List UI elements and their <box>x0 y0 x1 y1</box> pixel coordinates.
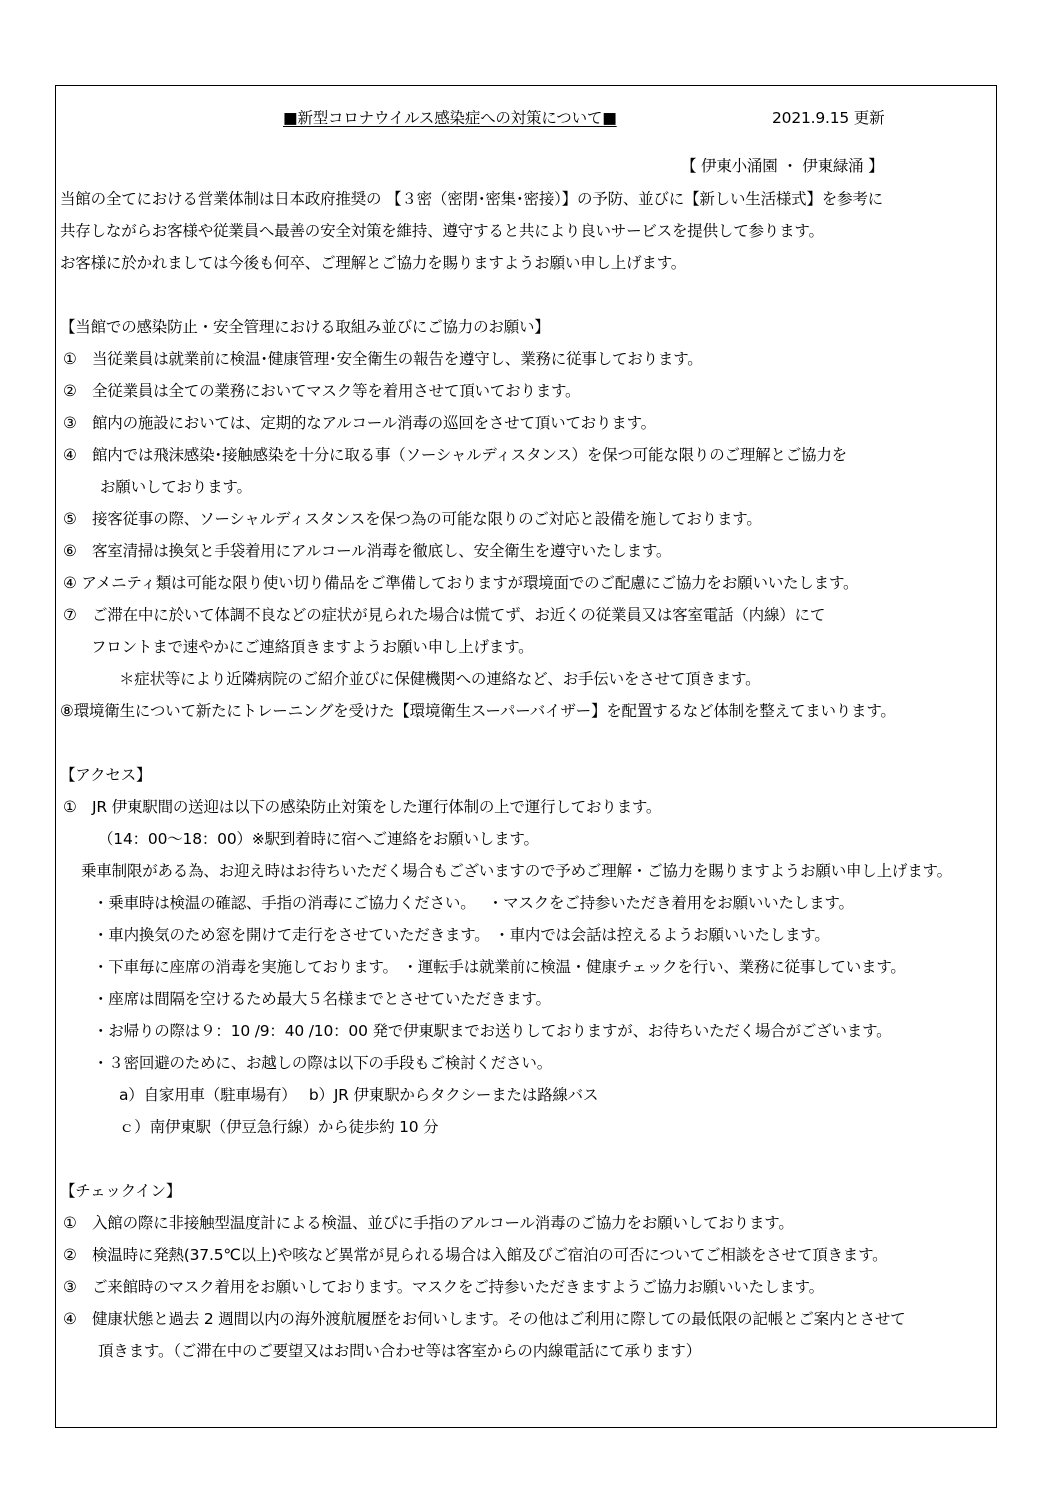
checkin-item: ① 入館の際に非接触型温度計による検温、並びに手指のアルコール消毒のご協力をお願いしております。 <box>63 1214 794 1232</box>
safety-note: ＊症状等により近隣病院のご紹介並びに保健機関への連絡など、お手伝いをさせて頂きます。 <box>119 670 761 688</box>
access-option: a）自家用車（駐車場有） b）JR 伊東駅からタクシーまたは路線バス <box>119 1086 599 1104</box>
access-bullet: ・車内換気のため窓を開けて走行をさせていただきます。 ・車内では会話は控えるようお願いいたします。 <box>93 926 830 944</box>
intro-line: 共存しながらお客様や従業員へ最善の安全対策を維持、遵守すると共により良いサービスを提供して参ります。 <box>60 222 824 240</box>
intro-line: お客様に於かれましては今後も何卒、ご理解とご協力を賜りますようお願い申し上げます。 <box>60 254 687 272</box>
access-option: ｃ）南伊東駅（伊豆急行線）から徒歩約 10 分 <box>119 1118 439 1136</box>
safety-item-continued: お願いしております。 <box>100 478 252 496</box>
safety-heading: 【当館での感染防止・安全管理における取組み並びにご協力のお願い】 <box>60 318 550 336</box>
access-item: ① JR 伊東駅間の送迎は以下の感染防止対策をした運行体制の上で運行しております。 <box>63 798 662 816</box>
safety-item: ⑥ 客室清掃は換気と手袋着用にアルコール消毒を徹底し、安全衛生を遵守いたします。 <box>63 542 672 560</box>
access-note: 乗車制限がある為、お迎え時はお待ちいただく場合もございますので予めご理解・ご協力を賜りますようお願い申し上げます。 <box>81 862 952 880</box>
access-bullet: ・乗車時は検温の確認、手指の消毒にご協力ください。 ・マスクをご持参いただき着用をお願いいたします。 <box>93 894 854 912</box>
access-bullet: ・お帰りの際は９：10 /9：40 /10：00 発で伊東駅までお送りしておりますが、お待ちいただく場合がございます。 <box>93 1022 892 1040</box>
access-bullet: ・下車毎に座席の消毒を実施しております。 ・運転手は就業前に検温・健康チェックを行い、業務に従事しています。 <box>93 958 906 976</box>
safety-item: ⑤ 接客従事の際、ソーシャルディスタンスを保つ為の可能な限りのご対応と設備を施しております。 <box>63 510 762 528</box>
checkin-item-continued: 頂きます。（ご滞在中のご要望又はお問い合わせ等は客室からの内線電話にて承ります） <box>98 1342 702 1360</box>
safety-item: ④ 館内では飛沫感染･接触感染を十分に取る事（ソーシャルディスタンス）を保つ可能な限りのご理解とご協力を <box>63 446 847 464</box>
safety-item: ① 当従業員は就業前に検温･健康管理･安全衛生の報告を遵守し、業務に従事しております。 <box>63 350 703 368</box>
checkin-item: ④ 健康状態と過去 2 週間以内の海外渡航履歴をお伺いします。その他はご利用に際しての最低限の記帳とご案内とさせて <box>63 1310 906 1328</box>
access-hours: （14：00～18：00）※駅到着時に宿へご連絡をお願いします。 <box>98 830 539 848</box>
safety-item: ⑦ ご滞在中に於いて体調不良などの症状が見られた場合は慌てず、お近くの従業員又は客室電話（内線）にて <box>63 606 826 624</box>
checkin-item: ③ ご来館時のマスク着用をお願いしております。マスクをご持参いただきますようご協力お願いいたします。 <box>63 1278 824 1296</box>
checkin-heading: 【チェックイン】 <box>60 1182 182 1200</box>
intro-line: 当館の全てにおける営業体制は日本政府推奨の 【３密（密閉･密集･密接）】の予防、並びに【新しい生活様式】を参考に <box>60 190 883 208</box>
safety-item: ④ アメニティ類は可能な限り使い切り備品をご準備しておりますが環境面でのご配慮にご協力をお願いいたします。 <box>63 574 859 592</box>
access-bullet: ・３密回避のために、お越しの際は以下の手段もご検討ください。 <box>93 1054 553 1072</box>
facility-names: 【 伊東小涌園 ・ 伊東緑涌 】 <box>681 157 884 175</box>
safety-item-continued: フロントまで速やかにご連絡頂きますようお願い申し上げます。 <box>91 638 534 656</box>
access-heading: 【アクセス】 <box>60 766 152 784</box>
update-date: 2021.9.15 更新 <box>772 109 885 127</box>
checkin-item: ② 検温時に発熱(37.5℃以上)や咳など異常が見られる場合は入館及びご宿泊の可否についてご相談をさせて頂きます。 <box>63 1246 888 1264</box>
safety-item: ⑧環境衛生について新たにトレーニングを受けた【環境衛生スーパーバイザー】を配置するなど体制を整えてまいります。 <box>60 702 896 720</box>
page-title: ■新型コロナウイルス感染症への対策について■ <box>283 109 617 127</box>
safety-item: ③ 館内の施設においては、定期的なアルコール消毒の巡回をさせて頂いております。 <box>63 414 656 432</box>
safety-item: ② 全従業員は全ての業務においてマスク等を着用させて頂いております。 <box>63 382 581 400</box>
access-bullet: ・座席は間隔を空けるため最大５名様までとさせていただきます。 <box>93 990 551 1008</box>
